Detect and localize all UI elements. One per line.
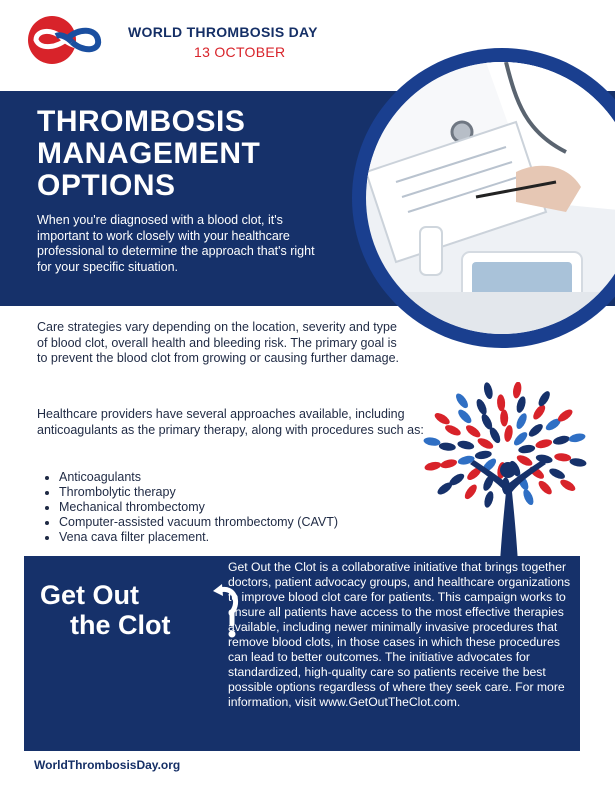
doctor-photo-icon bbox=[366, 62, 615, 334]
list-item: • Computer-assisted vacuum thrombectomy (CAVT) bbox=[59, 515, 338, 530]
approaches-paragraph: Healthcare providers have several approaches available, including anticoagulants as the primary therapy, along with procedures such as: bbox=[37, 407, 424, 437]
event-date: 13 OCTOBER bbox=[194, 44, 286, 60]
list-item: • Anticoagulants bbox=[59, 470, 338, 485]
tree-of-people-icon bbox=[420, 382, 590, 562]
cta-logo-line: the Clot bbox=[70, 610, 171, 640]
get-out-the-clot-description: Get Out the Clot is a collaborative initiative that brings together doctors, patient advocacy groups, and healthcare organizations to improve blood clot care for patients. This campaign works to ensure all patients have access to the most effective therapies available, including newer minimally invasive procedures that remove blood clots, in those cases in which these procedures can lead to better outcomes. The initiative advocates for standardized, high-quality care so patients receive the best possible options regardless of where they seek care. For more information, visit www.GetOutTheClot.com. bbox=[228, 560, 571, 709]
event-title: WORLD THROMBOSIS DAY bbox=[128, 24, 318, 40]
care-strategies-paragraph: Care strategies vary depending on the location, severity and type of blood clot, overall health and bleeding risk. The primary goal is to prevent the blood clot from growing or causing further damage. bbox=[37, 320, 400, 365]
world-thrombosis-day-logo-icon bbox=[22, 10, 122, 70]
page-title-line: OPTIONS bbox=[37, 169, 176, 202]
page-title-line: MANAGEMENT bbox=[37, 137, 261, 170]
cta-logo-line: Get Out bbox=[40, 580, 139, 610]
page-title bbox=[37, 106, 260, 202]
list-item: • Vena cava filter placement. bbox=[59, 530, 338, 545]
hero-intro: When you're diagnosed with a blood clot, it's important to work closely with your healthcare professional to determine the approach that's right for your specific situation. bbox=[37, 213, 315, 274]
footer-website-link[interactable]: WorldThrombosisDay.org bbox=[34, 758, 181, 772]
procedures-list bbox=[37, 470, 338, 545]
list-item: • Mechanical thrombectomy bbox=[59, 500, 338, 515]
list-item: • Thrombolytic therapy bbox=[59, 485, 338, 500]
page-title-line: THROMBOSIS bbox=[37, 105, 246, 138]
